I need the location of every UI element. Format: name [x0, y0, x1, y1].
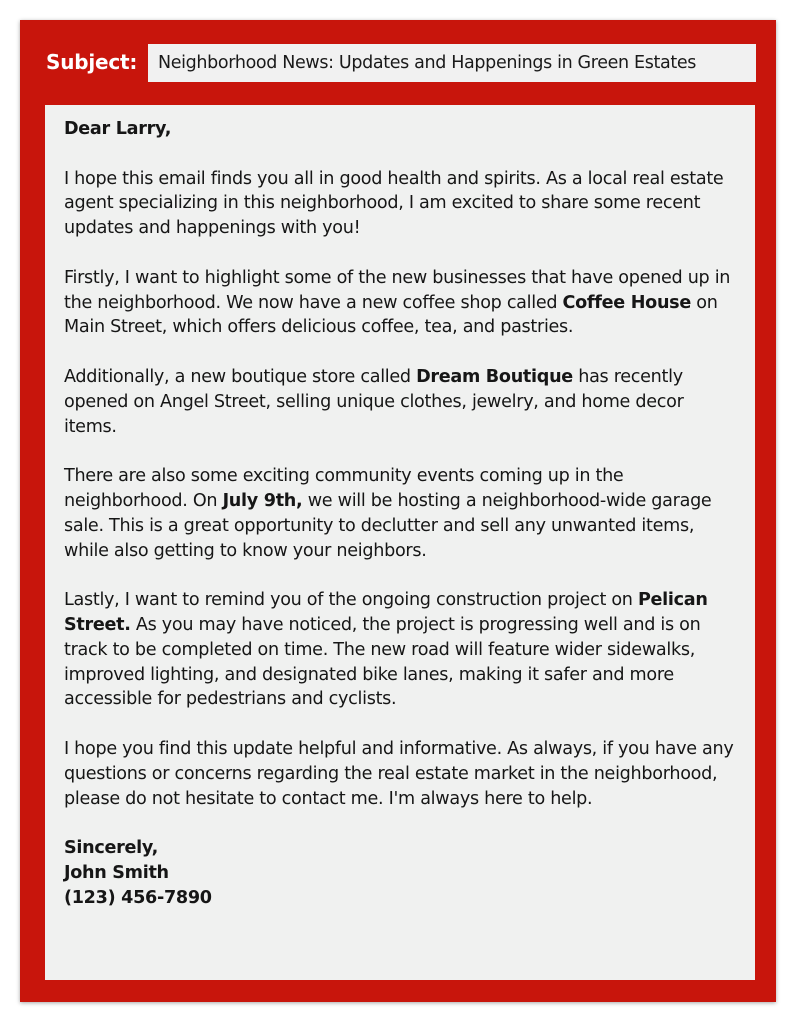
paragraph-text: Lastly, I want to remind you of the ongoing construction project on: [64, 590, 638, 611]
business-name-coffee-house: Coffee House: [562, 292, 691, 313]
paragraph-closing: I hope you find this update helpful and informative. As always, if you have any questions or concerns regarding the real estate market in the neighborhood, please do not hesitate to contact me. I'm always here to help.: [64, 738, 734, 809]
event-date: July 9th,: [222, 490, 303, 511]
paragraph-businesses: [64, 266, 737, 340]
sender-name: John Smith: [64, 862, 169, 883]
paragraph-text: Firstly, I want to highlight some of the new businesses that have opened up in the neighborhood. We now have a new coffee shop called: [64, 267, 731, 313]
paragraph-text: Additionally, a new boutique store called: [64, 366, 417, 387]
email-body: [45, 105, 755, 980]
closing-text: Sincerely,: [64, 838, 159, 859]
business-name-dream-boutique: Dream Boutique: [416, 366, 573, 387]
paragraph-text: As you may have noticed, the project is progressing well and is on track to be completed on time. The new road will feature wider sidewalks, improved lighting, and designated bike lanes, making it safer and more accessible for pedestrians and cyclists.: [64, 614, 701, 710]
signature-block: [64, 836, 737, 910]
subject-field: [148, 44, 756, 82]
subject-text: Neighborhood News: Updates and Happenings in Green Estates: [158, 53, 697, 73]
paragraph-construction: [64, 588, 737, 712]
paragraph-boutique: [64, 365, 737, 439]
paragraph-text: There are also some exciting community events coming up in the neighborhood. On: [64, 466, 624, 511]
paragraph-text: on Main Street, which offers delicious coffee, tea, and pastries.: [64, 292, 718, 338]
paragraph-text: has recently opened on Angel Street, selling unique clothes, jewelry, and home decor items.: [64, 366, 684, 437]
paragraph-intro: I hope this email finds you all in good health and spirits. As a local real estate agent specializing in this neighborhood, I am excited to share some recent updates and happenings with you!: [64, 168, 724, 239]
subject-label: Subject:: [46, 50, 138, 74]
paragraph-text: we will be hosting a neighborhood-wide garage sale. This is a great opportunity to declutter and sell any unwanted items, while also getting to know your neighbors.: [64, 490, 712, 561]
greeting-text: Dear Larry,: [64, 119, 172, 139]
email-frame: [20, 20, 776, 1002]
paragraph-events: [64, 464, 737, 563]
sender-phone: (123) 456-7890: [64, 887, 212, 908]
street-name-pelican: Pelican Street.: [64, 590, 708, 635]
greeting: [64, 117, 737, 142]
